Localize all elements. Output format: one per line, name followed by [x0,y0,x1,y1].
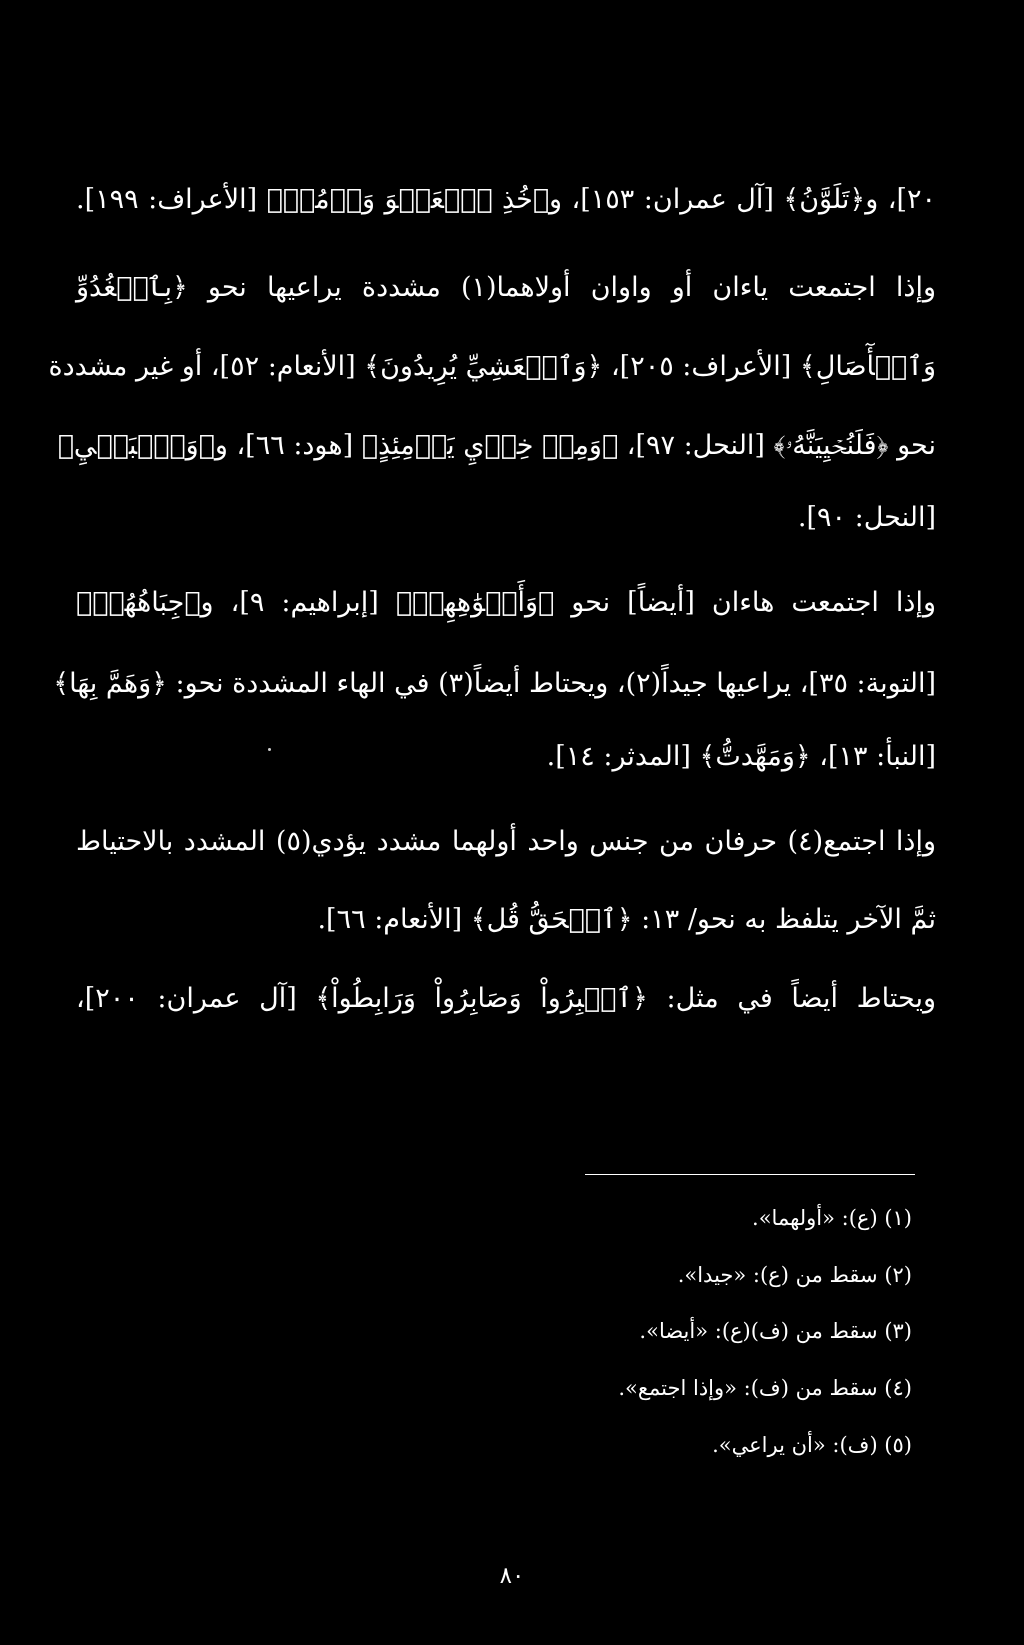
text-line-8: [النبأ: ١٣]، ﴿وَمَهَّدتُّ﴾ [المدثر: ١٤]. [546,741,936,772]
text-line-7: [التوبة: ٣٥]، يراعيها جيداً(٢)، ويحتاط أيضاً(٣) في الهاء المشددة نحو: ﴿وَهَمَّ بِهَا﴾ [53,668,936,699]
text-line-2: وإذا اجتمعت ياءان أو واوان أولاهما(١) مشددة يراعيها نحو ﴿بِٱلۡغُدُوِّ [76,272,936,303]
scan-speck [268,748,271,751]
footnote-1: (١) (ع): «أولهما». [752,1206,912,1230]
text-line-6: وإذا اجتمعت هاءان [أيضاً] نحو ﴿وَأَفۡوَٰهِهِمۡ﴾ [إبراهيم: ٩]، و﴿جِبَاهُهُمۡ﴾ [76,587,936,618]
page-number: ٨٠ [499,1563,525,1589]
text-line-9: وإذا اجتمع(٤) حرفان من جنس واحد أولهما مشدد يؤدي(٥) المشدد بالاحتياط [76,826,936,857]
text-line-4: نحو ﴿فَلَنُحۡيِيَنَّهُۥ﴾ [النحل: ٩٧]، ﴿وَمِنۡ خِزۡيِ يَوۡمِئِذٍ﴾ [هود: ٦٦]، و﴿وَٱلۡبَغۡيِ﴾ [57,430,936,461]
text-line-10: ثمَّ الآخر يتلفظ به نحو/ ١٣: ﴿ٱلۡحَقُّ قُل﴾ [الأنعام: ٦٦]. [317,904,936,935]
text-line-11: ويحتاط أيضاً في مثل: ﴿ٱصۡبِرُواْ وَصَابِرُواْ وَرَابِطُواْ﴾ [آل عمران: ٢٠٠]، [76,983,936,1014]
text-line-5: [النحل: ٩٠]. [797,502,936,533]
text-line-3: وَٱلۡأٓصَالِ﴾ [الأعراف: ٢٠٥]، ﴿وَٱلۡعَشِيِّ يُرِيدُونَ﴾ [الأنعام: ٥٢]، أو غير مشددة [48,351,936,382]
footnote-3: (٣) سقط من (ف)(ع): «أيضا». [639,1319,912,1343]
footnote-4: (٤) سقط من (ف): «وإذا اجتمع». [618,1376,912,1400]
footnote-5: (٥) (ف): «أن يراعي». [712,1433,912,1457]
footnote-2: (٢) سقط من (ع): «جيدا». [677,1263,912,1287]
footnote-separator [585,1174,915,1175]
text-line-1: ٢٠]، و﴿تَلَوَّنُ﴾ [آل عمران: ١٥٣]، و﴿خُذِ ٱلۡعَفۡوَ وَأۡمُرۡ﴾ [الأعراف: ١٩٩]. [76,184,936,215]
